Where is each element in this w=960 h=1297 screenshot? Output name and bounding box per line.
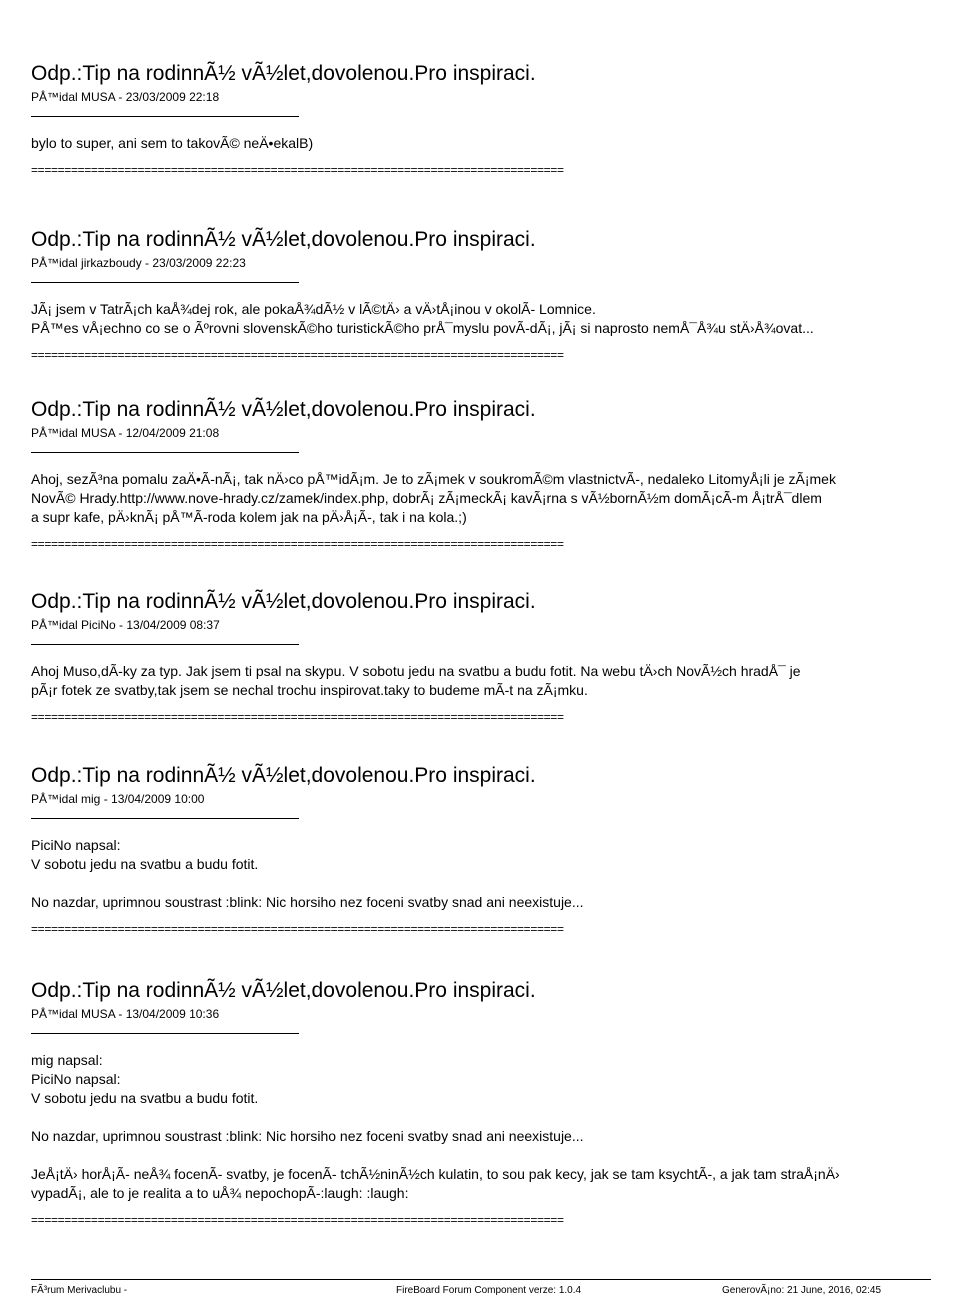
blank-line — [31, 874, 960, 893]
post-line: NovÃ© Hrady.http://www.nove-hrady.cz/zamek/index.php, dobrÃ¡ zÃ¡meckÃ¡ kavÃ¡rna s vÃ½bornÃ½m domÃ¡cÃ-m Å¡trÅ¯dlem — [31, 490, 822, 506]
post-body — [31, 134, 960, 153]
post-line: PÅ™es vÅ¡echno co se o Ãºrovni slovenskÃ©ho turistickÃ©ho prÅ¯myslu povÃ-dÃ¡, jÃ¡ si naprosto nemÅ¯Å¾u stÄ›Å¾ovat... — [31, 320, 814, 336]
post-line: JÃ¡ jsem v TatrÃ¡ch kaÅ¾dej rok, ale pokaÅ¾dÃ½ v lÃ©tÄ› a vÄ›tÅ¡inou v okolÃ- Lomnice. — [31, 301, 596, 317]
post-line: V sobotu jedu na svatbu a budu fotit. — [31, 1090, 259, 1106]
post-author-date: PÅ™idal MUSA - 23/03/2009 22:18 — [31, 90, 220, 104]
post-line: V sobotu jedu na svatbu a budu fotit. — [31, 856, 259, 872]
post-author-date: PÅ™idal MUSA - 13/04/2009 10:36 — [31, 1007, 220, 1021]
post-title: Odp.:Tip na rodinnÃ½ vÃ½let,dovolenou.Pro inspiraci. — [31, 398, 536, 421]
post-title: Odp.:Tip na rodinnÃ½ vÃ½let,dovolenou.Pro inspiraci. — [31, 228, 536, 251]
forum-post — [31, 979, 960, 1227]
post-separator: ================================================================================ — [31, 163, 564, 177]
page-footer — [31, 1278, 931, 1297]
forum-post — [31, 62, 960, 177]
post-line: pÃ¡r fotek ze svatby,tak jsem se nechal trochu inspirovat.taky to budeme mÃ-t na zÃ¡mku. — [31, 682, 588, 698]
post-separator: ================================================================================ — [31, 922, 564, 936]
post-line: No nazdar, uprimnou soustrast :blink: Nic horsiho nez foceni svatby snad ani neexistuje... — [31, 1128, 584, 1144]
post-line: Ahoj, sezÃ³na pomalu zaÄ•Ã-nÃ¡, tak nÄ›co pÅ™idÃ¡m. Je to zÃ¡mek v soukromÃ©m vlastnictvÃ-, nedaleko LitomyÅ¡li je zÃ¡mek — [31, 471, 836, 487]
post-author-date: PÅ™idal mig - 13/04/2009 10:00 — [31, 792, 205, 806]
footer-site-name: FÃ³rum Merivaclubu - — [31, 1285, 128, 1296]
post-author-date: PÅ™idal PiciNo - 13/04/2009 08:37 — [31, 618, 220, 632]
post-body — [31, 1051, 960, 1203]
post-body — [31, 662, 960, 700]
forum-post — [31, 398, 960, 551]
post-separator: ================================================================================ — [31, 537, 564, 551]
post-author-date: PÅ™idal jirkazboudy - 23/03/2009 22:23 — [31, 256, 246, 270]
post-title: Odp.:Tip na rodinnÃ½ vÃ½let,dovolenou.Pro inspiraci. — [31, 62, 536, 85]
footer-divider — [31, 1279, 931, 1280]
post-author-date: PÅ™idal MUSA - 12/04/2009 21:08 — [31, 426, 220, 440]
post-title: Odp.:Tip na rodinnÃ½ vÃ½let,dovolenou.Pro inspiraci. — [31, 764, 536, 787]
post-line: PiciNo napsal: — [31, 1071, 121, 1087]
post-line: a supr kafe, pÄ›knÃ¡ pÅ™Ã-roda kolem jak na pÄ›Å¡Ã-, tak i na kola.;) — [31, 509, 467, 525]
meta-divider — [31, 116, 299, 117]
post-line: Ahoj Muso,dÃ-ky za typ. Jak jsem ti psal na skypu. V sobotu jedu na svatbu a budu fotit. Na webu tÄ›ch NovÃ½ch hradÅ¯ je — [31, 663, 801, 679]
meta-divider — [31, 1033, 299, 1034]
post-line: PiciNo napsal: — [31, 837, 121, 853]
post-separator: ================================================================================ — [31, 1213, 564, 1227]
post-line: mig napsal: — [31, 1052, 103, 1068]
post-body — [31, 300, 960, 338]
forum-post — [31, 764, 960, 936]
meta-divider — [31, 282, 299, 283]
post-line: No nazdar, uprimnou soustrast :blink: Nic horsiho nez foceni svatby snad ani neexistuje... — [31, 894, 584, 910]
post-title: Odp.:Tip na rodinnÃ½ vÃ½let,dovolenou.Pro inspiraci. — [31, 590, 536, 613]
post-separator: ================================================================================ — [31, 710, 564, 724]
post-line: bylo to super, ani sem to takovÃ© neÄ•ekalB) — [31, 135, 314, 151]
forum-post — [31, 590, 960, 724]
post-line: vypadÃ¡, ale to je realita a to uÅ¾ nepochopÃ-:laugh: :laugh: — [31, 1185, 409, 1201]
blank-line — [31, 1108, 960, 1127]
meta-divider — [31, 644, 299, 645]
post-body — [31, 836, 960, 912]
post-line: JeÅ¡tÄ› horÅ¡Ã- neÅ¾ focenÃ- svatby, je focenÃ- tchÃ½ninÃ½ch kulatin, to sou pak kecy, jak se tam ksychtÃ-, a jak tam straÅ¡nÄ› — [31, 1166, 840, 1182]
blank-line — [31, 1146, 960, 1165]
post-title: Odp.:Tip na rodinnÃ½ vÃ½let,dovolenou.Pro inspiraci. — [31, 979, 536, 1002]
meta-divider — [31, 818, 299, 819]
forum-post — [31, 228, 960, 362]
post-separator: ================================================================================ — [31, 348, 564, 362]
meta-divider — [31, 452, 299, 453]
footer-generated-date: GenerovÃ¡no: 21 June, 2016, 02:45 — [722, 1285, 882, 1296]
post-body — [31, 470, 960, 527]
footer-component-version: FireBoard Forum Component verze: 1.0.4 — [396, 1285, 582, 1296]
